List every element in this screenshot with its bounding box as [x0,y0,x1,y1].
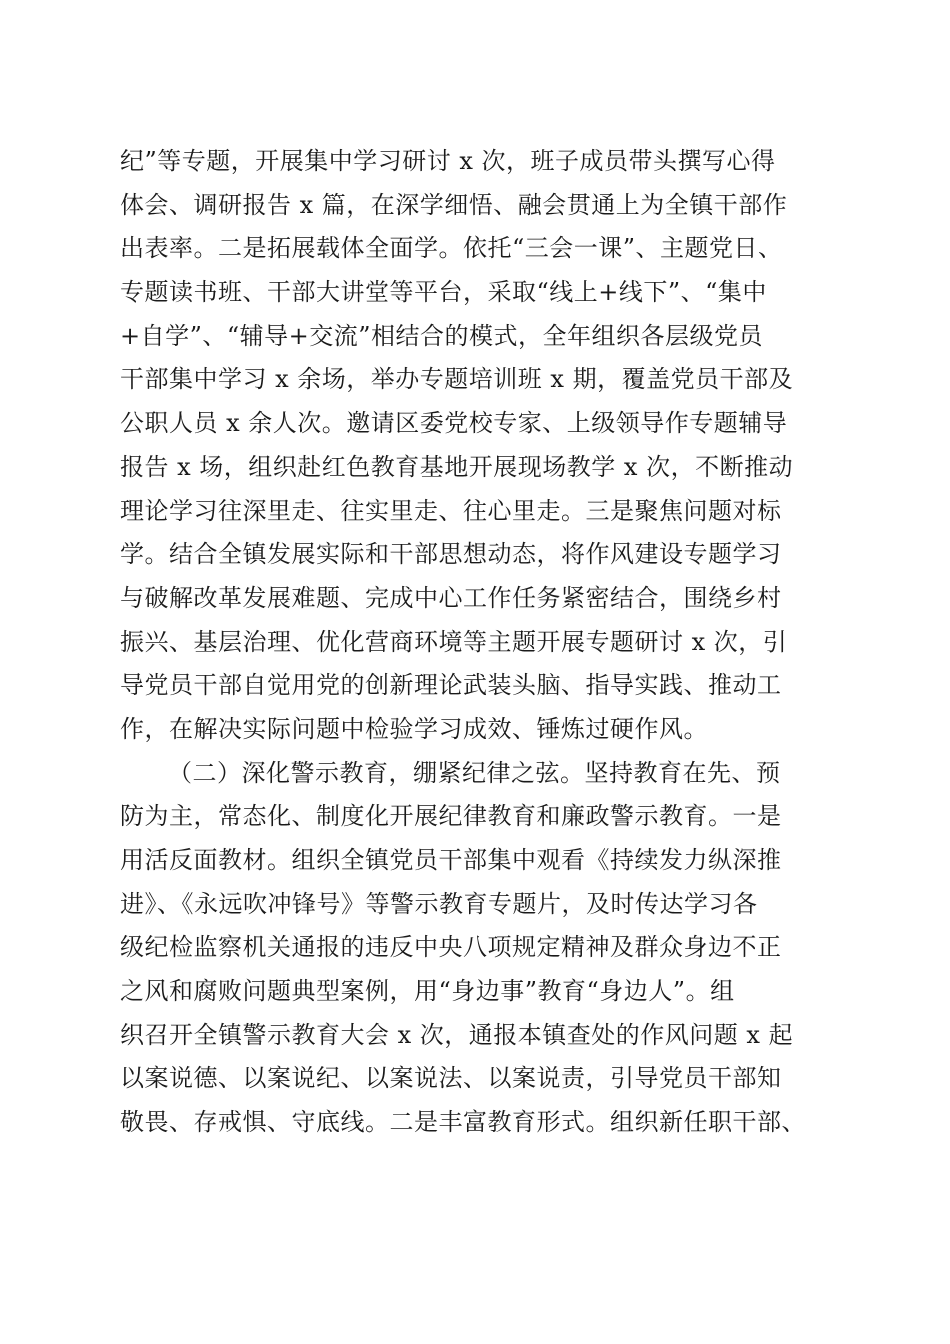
body-text [120,140,832,1145]
text-line: 体会、调研报告 x 篇，在深学细悟、融会贯通上为全镇干部作 [120,190,788,219]
text-line: 学。结合全镇发展实际和干部思想动态，将作风建设专题学习 [120,540,782,569]
text-line: 级纪检监察机关通报的违反中央八项规定精神及群众身边不正 [120,933,782,962]
text-line: 报告 x 场，组织赴红色教育基地开展现场教学 x 次，不断推动 [120,452,794,481]
text-line: 公职人员 x 余人次。邀请区委党校专家、上级领导作专题辅导 [120,409,788,438]
text-line: 专题读书班、干部大讲堂等平台，采取“线上+线下”、“集中 [120,278,767,307]
text-line: 以案说德、以案说纪、以案说法、以案说责，引导党员干部知 [120,1064,782,1093]
text-line: 纪”等专题，开展集中学习研讨 x 次，班子成员带头撰写心得 [120,147,776,175]
text-line: 出表率。二是拓展载体全面学。依托“三会一课”、主题党日、 [120,234,783,263]
section-heading-line: （二）深化警示教育，绷紧纪律之弦。坚持教育在先、预 [168,758,781,787]
text-line: 进》、《永远吹冲锋号》等警示教育专题片，及时传达学习各 [120,889,758,918]
text-line: 与破解改革发展难题、完成中心工作任务紧密结合，围绕乡村 [120,583,782,612]
text-line: 用活反面教材。组织全镇党员干部集中观看《持续发力纵深推 [120,846,782,874]
text-line: 振兴、基层治理、优化营商环境等主题开展专题研讨 x 次，引 [120,627,788,656]
text-line: 理论学习往深里走、往实里走、往心里走。三是聚焦问题对标 [120,496,782,525]
text-line: 之风和腐败问题典型案例，用“身边事”教育“身边人”。组 [120,977,735,1006]
text-line: 敬畏、存戒惧、守底线。二是丰富教育形式。组织新任职干部、 [120,1108,806,1137]
text-line: 织召开全镇警示教育大会 x 次，通报本镇查处的作风问题 x 起 [120,1020,794,1049]
text-line: +自学”、“辅导+交流”相结合的模式，全年组织各层级党员 [120,321,764,350]
text-line: 干部集中学习 x 余场，举办专题培训班 x 期，覆盖党员干部及 [120,365,794,394]
text-line: 导党员干部自觉用党的创新理论武装头脑、指导实践、推动工 [120,671,782,700]
text-line: 防为主，常态化、制度化开展纪律教育和廉政警示教育。一是 [120,802,782,831]
text-line: 作，在解决实际问题中检验学习成效、锤炼过硬作风。 [120,714,708,743]
